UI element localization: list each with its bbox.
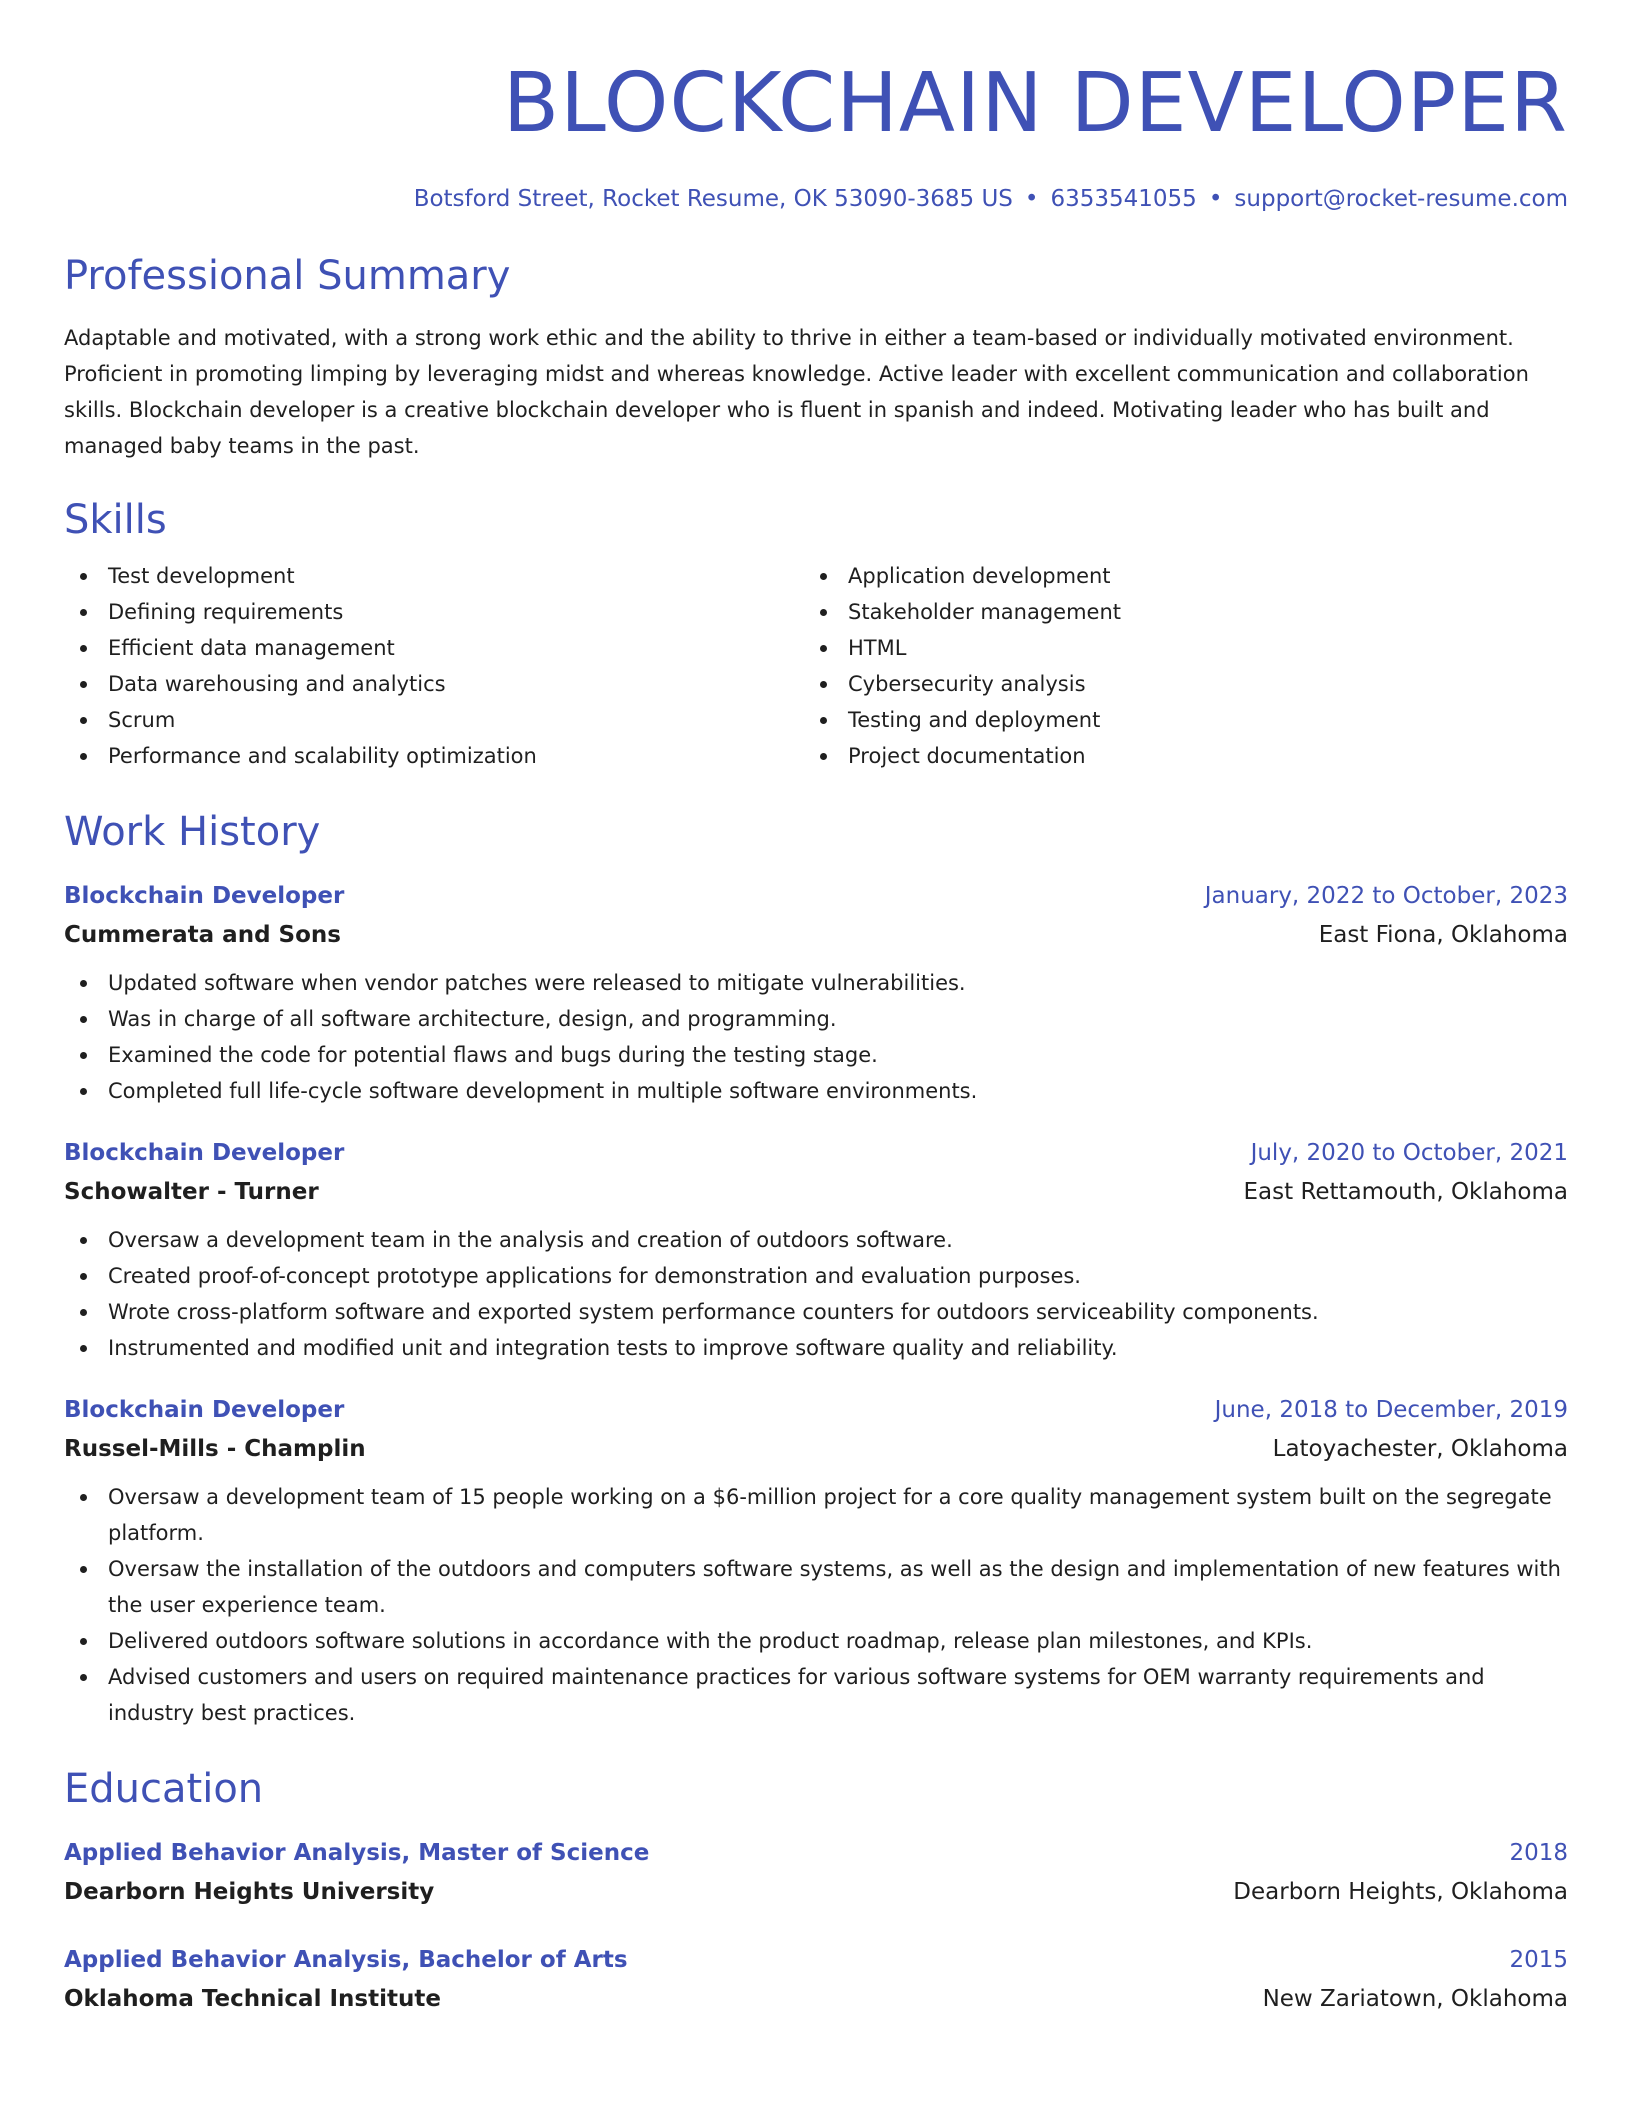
job-bullet: Wrote cross-platform software and exported system performance counters for outdoors serviceability components.: [64, 1294, 1568, 1330]
job-location: East Rettamouth, Oklahoma: [1243, 1179, 1568, 1205]
skill-item: Efficient data management: [64, 630, 804, 666]
skills-column-right: [804, 558, 1404, 774]
job-bullets: [64, 1479, 1568, 1731]
summary-text: Adaptable and motivated, with a strong work ethic and the ability to thrive in either a team-based or individually motivated environment. Proficient in promoting limping by leveraging midst and whereas knowledge. Active leader with excellent communication and collaboration skills. Blockchain developer is a creative blockchain developer who is fluent in spanish and indeed. Motivating leader who has built and managed baby teams in the past.: [64, 326, 1529, 458]
skill-item: Performance and scalability optimization: [64, 738, 804, 774]
education-year: 2015: [1509, 1947, 1568, 1973]
education-degree: Applied Behavior Analysis, Bachelor of Arts: [64, 1947, 628, 1973]
education-list: [64, 1837, 1568, 2015]
job-company-row: [64, 1176, 1568, 1208]
job-header-row: [64, 1394, 1568, 1426]
job-dates: June, 2018 to December, 2019: [1214, 1397, 1568, 1423]
education-header-row: [64, 1944, 1568, 1976]
education-degree: Applied Behavior Analysis, Master of Science: [64, 1840, 650, 1866]
job-company: Schowalter - Turner: [64, 1179, 319, 1205]
education-entry: [64, 1944, 1568, 2015]
job-header-row: [64, 880, 1568, 912]
job-header-row: [64, 1137, 1568, 1169]
skill-item: Stakeholder management: [804, 594, 1404, 630]
job-company: Russel-Mills - Champlin: [64, 1436, 366, 1462]
resume-header: [64, 56, 1568, 214]
skill-item: Test development: [64, 558, 804, 594]
job-company-row: [64, 919, 1568, 951]
job-bullet: Updated software when vendor patches were released to mitigate vulnerabilities.: [64, 965, 1568, 1001]
job-bullets: [64, 965, 1568, 1109]
skill-item: Application development: [804, 558, 1404, 594]
contact-address: Botsford Street, Rocket Resume, OK 53090-3685 US: [413, 186, 1013, 212]
skill-item: HTML: [804, 630, 1404, 666]
education-school: Oklahoma Technical Institute: [64, 1986, 441, 2012]
contact-separator: •: [1208, 186, 1223, 212]
contact-separator: •: [1024, 186, 1039, 212]
education-location: Dearborn Heights, Oklahoma: [1233, 1879, 1568, 1905]
summary-heading: Professional Summary: [64, 253, 511, 299]
job-bullet: Created proof-of-concept prototype applications for demonstration and evaluation purposes.: [64, 1258, 1568, 1294]
education-header-row: [64, 1837, 1568, 1869]
contact-line: [64, 184, 1568, 214]
job-location: Latoyachester, Oklahoma: [1272, 1436, 1568, 1462]
work-history-heading: Work History: [64, 809, 321, 855]
education-location: New Zariatown, Oklahoma: [1262, 1986, 1568, 2012]
job-bullet: Instrumented and modified unit and integration tests to improve software quality and reliability.: [64, 1330, 1568, 1366]
skills-column-left: [64, 558, 804, 774]
job-bullet: Examined the code for potential flaws and bugs during the testing stage.: [64, 1037, 1568, 1073]
job-bullet: Oversaw a development team in the analysis and creation of outdoors software.: [64, 1222, 1568, 1258]
job-location: East Fiona, Oklahoma: [1318, 922, 1568, 948]
job-entry: [64, 1137, 1568, 1366]
education-school-row: [64, 1876, 1568, 1908]
job-company-row: [64, 1433, 1568, 1465]
candidate-title: BLOCKCHAIN DEVELOPER: [502, 56, 1568, 151]
education-entry: [64, 1837, 1568, 1908]
skill-item: Project documentation: [804, 738, 1404, 774]
job-role: Blockchain Developer: [64, 1140, 345, 1166]
job-bullet: Advised customers and users on required maintenance practices for various software systems for OEM warranty requirements and industry best practices.: [64, 1659, 1568, 1731]
skills-list: [64, 558, 1568, 774]
job-bullet: Completed full life-cycle software development in multiple software environments.: [64, 1073, 1568, 1109]
job-role: Blockchain Developer: [64, 1397, 345, 1423]
education-heading: Education: [64, 1766, 264, 1812]
education-school-row: [64, 1983, 1568, 2015]
skill-item: Defining requirements: [64, 594, 804, 630]
job-dates: January, 2022 to October, 2023: [1204, 883, 1568, 909]
education-year: 2018: [1509, 1840, 1568, 1866]
job-bullet: Oversaw a development team of 15 people working on a $6-million project for a core quality management system built on the segregate platform.: [64, 1479, 1568, 1551]
contact-email[interactable]: support@rocket-resume.com: [1234, 186, 1568, 212]
skill-item: Testing and deployment: [804, 702, 1404, 738]
education-school: Dearborn Heights University: [64, 1879, 435, 1905]
job-bullet: Oversaw the installation of the outdoors and computers software systems, as well as the design and implementation of new features with the user experience team.: [64, 1551, 1568, 1623]
job-bullet: Delivered outdoors software solutions in accordance with the product roadmap, release plan milestones, and KPIs.: [64, 1623, 1568, 1659]
job-company: Cummerata and Sons: [64, 922, 341, 948]
skill-item: Scrum: [64, 702, 804, 738]
job-bullet: Was in charge of all software architecture, design, and programming.: [64, 1001, 1568, 1037]
job-dates: July, 2020 to October, 2021: [1250, 1140, 1568, 1166]
skill-item: Cybersecurity analysis: [804, 666, 1404, 702]
contact-phone[interactable]: 6353541055: [1050, 186, 1197, 212]
job-entry: [64, 880, 1568, 1109]
skills-heading: Skills: [64, 497, 167, 543]
job-bullets: [64, 1222, 1568, 1366]
skill-item: Data warehousing and analytics: [64, 666, 804, 702]
job-entry: [64, 1394, 1568, 1731]
work-history-list: [64, 880, 1568, 1731]
job-role: Blockchain Developer: [64, 883, 345, 909]
